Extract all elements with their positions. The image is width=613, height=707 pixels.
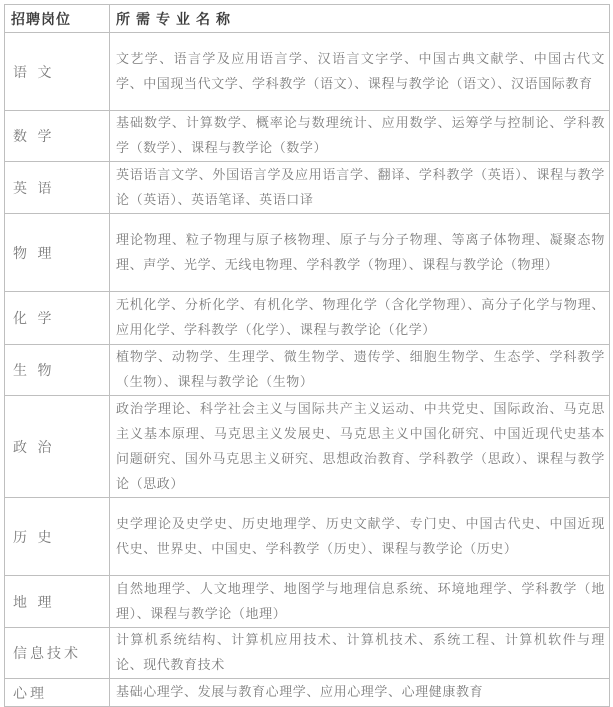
table-row bbox=[5, 345, 610, 396]
post-cell: 地 理 bbox=[5, 576, 110, 628]
header-majors: 所需专业名称 bbox=[110, 5, 610, 33]
majors-cell: 英语语言文学、外国语言学及应用语言学、翻译、学科教学（英语）、课程与教学论（英语）、英语笔译、英语口译 bbox=[110, 162, 610, 214]
table-row bbox=[5, 396, 610, 498]
table-row bbox=[5, 628, 610, 679]
post-cell: 政 治 bbox=[5, 396, 110, 498]
majors-cell: 基础数学、计算数学、概率论与数理统计、应用数学、运筹学与控制论、学科教学（数学）、课程与教学论（数学） bbox=[110, 111, 610, 162]
majors-cell: 理论物理、粒子物理与原子核物理、原子与分子物理、等离子体物理、凝聚态物理、声学、光学、无线电物理、学科教学（物理）、课程与教学论（物理） bbox=[110, 214, 610, 292]
post-cell: 物 理 bbox=[5, 214, 110, 292]
majors-cell: 自然地理学、人文地理学、地图学与地理信息系统、环境地理学、学科教学（地理）、课程与教学论（地理） bbox=[110, 576, 610, 628]
table-row bbox=[5, 498, 610, 576]
majors-cell: 植物学、动物学、生理学、微生物学、遗传学、细胞生物学、生态学、学科教学（生物）、课程与教学论（生物） bbox=[110, 345, 610, 396]
post-cell: 历 史 bbox=[5, 498, 110, 576]
post-cell: 英 语 bbox=[5, 162, 110, 214]
table-row bbox=[5, 292, 610, 345]
majors-cell: 基础心理学、发展与教育心理学、应用心理学、心理健康教育 bbox=[110, 679, 610, 707]
post-cell: 生 物 bbox=[5, 345, 110, 396]
table-row bbox=[5, 679, 610, 707]
post-cell: 心理 bbox=[5, 679, 110, 707]
header-post: 招聘岗位 bbox=[5, 5, 110, 33]
majors-cell: 计算机系统结构、计算机应用技术、计算机技术、系统工程、计算机软件与理论、现代教育技术 bbox=[110, 628, 610, 679]
table-row bbox=[5, 111, 610, 162]
post-cell: 化 学 bbox=[5, 292, 110, 345]
post-cell: 数 学 bbox=[5, 111, 110, 162]
majors-cell: 无机化学、分析化学、有机化学、物理化学（含化学物理）、高分子化学与物理、应用化学、学科教学（化学）、课程与教学论（化学） bbox=[110, 292, 610, 345]
table-row bbox=[5, 162, 610, 214]
table-header-row bbox=[5, 5, 610, 33]
majors-cell: 政治学理论、科学社会主义与国际共产主义运动、中共党史、国际政治、马克思主义基本原理、马克思主义发展史、马克思主义中国化研究、中国近现代史基本问题研究、国外马克思主义研究、思想政治教育、学科教学（思政）、课程与教学论（思政） bbox=[110, 396, 610, 498]
table-row bbox=[5, 576, 610, 628]
post-cell: 信息技术 bbox=[5, 628, 110, 679]
post-cell: 语 文 bbox=[5, 33, 110, 111]
majors-cell: 文艺学、语言学及应用语言学、汉语言文字学、中国古典文献学、中国古代文学、中国现当代文学、学科教学（语文）、课程与教学论（语文）、汉语国际教育 bbox=[110, 33, 610, 111]
majors-cell: 史学理论及史学史、历史地理学、历史文献学、专门史、中国古代史、中国近现代史、世界史、中国史、学科教学（历史）、课程与教学论（历史） bbox=[110, 498, 610, 576]
table-row bbox=[5, 214, 610, 292]
majors-table bbox=[4, 4, 610, 707]
table-row bbox=[5, 33, 610, 111]
